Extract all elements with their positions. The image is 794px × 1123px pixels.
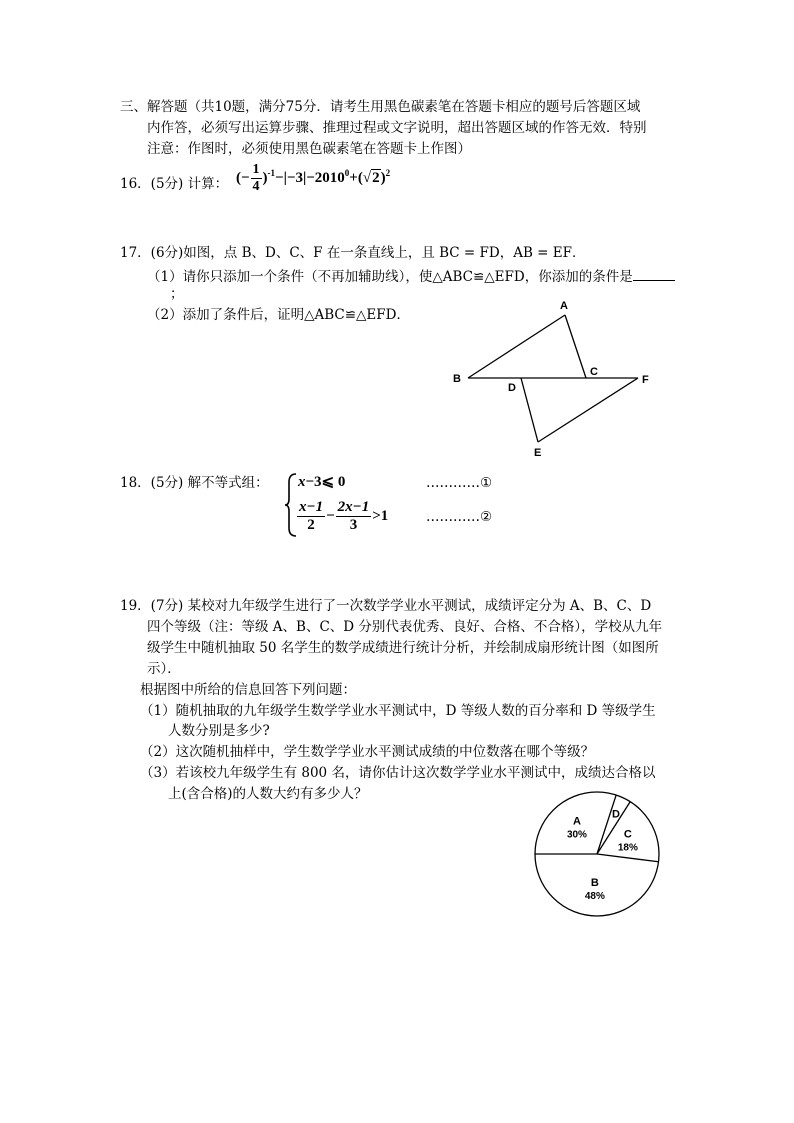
q16-sqrt-sign: √ <box>362 169 372 186</box>
slice-label-d: D <box>612 808 620 821</box>
label-F: F <box>642 374 649 386</box>
slice-label-c: C <box>623 828 632 841</box>
q17-part1-text: （1）请你只添加一个条件（不再加辅助线），使△ABC≌△EFD，你添加的条件是 <box>147 269 633 285</box>
q19-part1a: （1）随机抽取的九年级学生数学学业水平测试中，D 等级人数的百分率和 D 等级学生 <box>140 703 656 719</box>
label-D: D <box>508 382 516 394</box>
segment-DE <box>521 378 538 442</box>
q16-close2: ) <box>380 169 386 186</box>
q18-inequality1 <box>298 475 345 490</box>
label-E: E <box>534 447 542 459</box>
q17-line1: 17．(6分)如图，点 B、D、C、F 在一条直线上，且 BC = FD，AB = EF． <box>120 245 586 261</box>
q17-geometry-figure <box>450 295 680 465</box>
slice-label-b: B <box>590 877 599 890</box>
q17-part1 <box>147 268 675 285</box>
q19-line4: 示）． <box>147 661 181 677</box>
slice-percent-b: 48% <box>584 891 605 903</box>
q19-line1: 19．(7分) 某校对九年级学生进行了一次数学学业水平测试，成绩评定分为 A、B、C、D <box>120 598 652 614</box>
q18-mark1: …………① <box>426 475 493 491</box>
q19-line2: 四个等级（注：等级 A、B、C、D 分别代表优秀、良好、合格、不合格），学校从九年 <box>147 619 663 635</box>
q16-exp0: 0 <box>344 167 350 178</box>
q16-frac-num: 1 <box>252 162 260 177</box>
q16-fraction <box>251 163 262 194</box>
q18-gt: >1 <box>372 507 389 524</box>
slice-percent-a: 30% <box>566 829 587 841</box>
q19-line3: 级学生中随机抽取 50 名学生的数学成绩进行统计分析，并绘制成扇形统计图（如图所 <box>147 640 659 656</box>
section-heading-line3: 注意：作图时，必须使用黑色碳素笔在答题卡上作图） <box>147 141 471 157</box>
q18-ineq1-var: x <box>298 474 306 490</box>
q16-exp2: 2 <box>385 167 391 178</box>
q16-close: ) <box>262 169 268 186</box>
section-heading-line2: 内作答，必须写出运算步骤、推理过程或文字说明，超出答题区域的作答无效．特别 <box>147 120 647 136</box>
q19-intro: 根据图中所给的信息回答下列问题： <box>140 682 356 698</box>
q18-inequality2 <box>296 500 388 533</box>
slice-label-a: A <box>572 815 581 828</box>
q16-exp1: -1 <box>267 167 276 178</box>
q18-frac1 <box>297 500 325 533</box>
q18-prefix: 18．(5分) 解不等式组： <box>120 475 269 491</box>
q18-frac2-den: 3 <box>349 517 358 533</box>
q18-frac2-num: 2x−1 <box>337 499 370 515</box>
q16-abs-part: −|−3|−2010 <box>275 169 345 186</box>
label-B: B <box>453 373 461 385</box>
q16-plus: +( <box>349 169 363 186</box>
segment-AC <box>565 315 586 378</box>
q17-part1-end: ； <box>170 286 184 302</box>
q19-part3a: （3）若该校九年级学生有 800 名，请你估计这次数学学业水平测试中，成绩达合格以 <box>140 765 656 781</box>
q18-frac1-num: x−1 <box>299 499 324 515</box>
q16-prefix: 16．(5分) 计算： <box>120 176 229 192</box>
answer-blank[interactable] <box>633 268 675 281</box>
q16-frac-den: 4 <box>252 179 260 194</box>
slice-percent-c: 18% <box>617 842 638 854</box>
section-heading-line1: 三、解答题（共10题，满分75分．请考生用黑色碳素笔在答题卡相应的题号后答题区域 <box>120 99 641 115</box>
q18-minus: − <box>326 507 335 524</box>
q16-expression <box>236 163 390 194</box>
q18-ineq1-rest: −3⩽ 0 <box>305 474 346 490</box>
label-C: C <box>590 366 598 378</box>
q19-part1b: 人数分别是多少? <box>168 723 270 739</box>
label-A: A <box>560 300 568 312</box>
q17-part2: （2）添加了条件后，证明△ABC≌△EFD． <box>147 307 410 323</box>
q18-mark2: …………② <box>426 509 493 525</box>
q16-sqrt-arg: 2 <box>372 169 380 186</box>
grade-pie-chart <box>527 784 667 924</box>
segment-AB <box>468 315 565 378</box>
segment-EF <box>538 378 638 442</box>
q19-part3b: 上(含合格)的人数大约有多少人？ <box>168 786 368 802</box>
q16-open: (− <box>236 169 250 186</box>
q18-frac1-den: 2 <box>307 517 315 533</box>
q19-part2: （2）这次随机抽样中，学生数学学业水平测试成绩的中位数落在哪个等级？ <box>140 744 595 760</box>
q18-frac2 <box>336 500 372 533</box>
